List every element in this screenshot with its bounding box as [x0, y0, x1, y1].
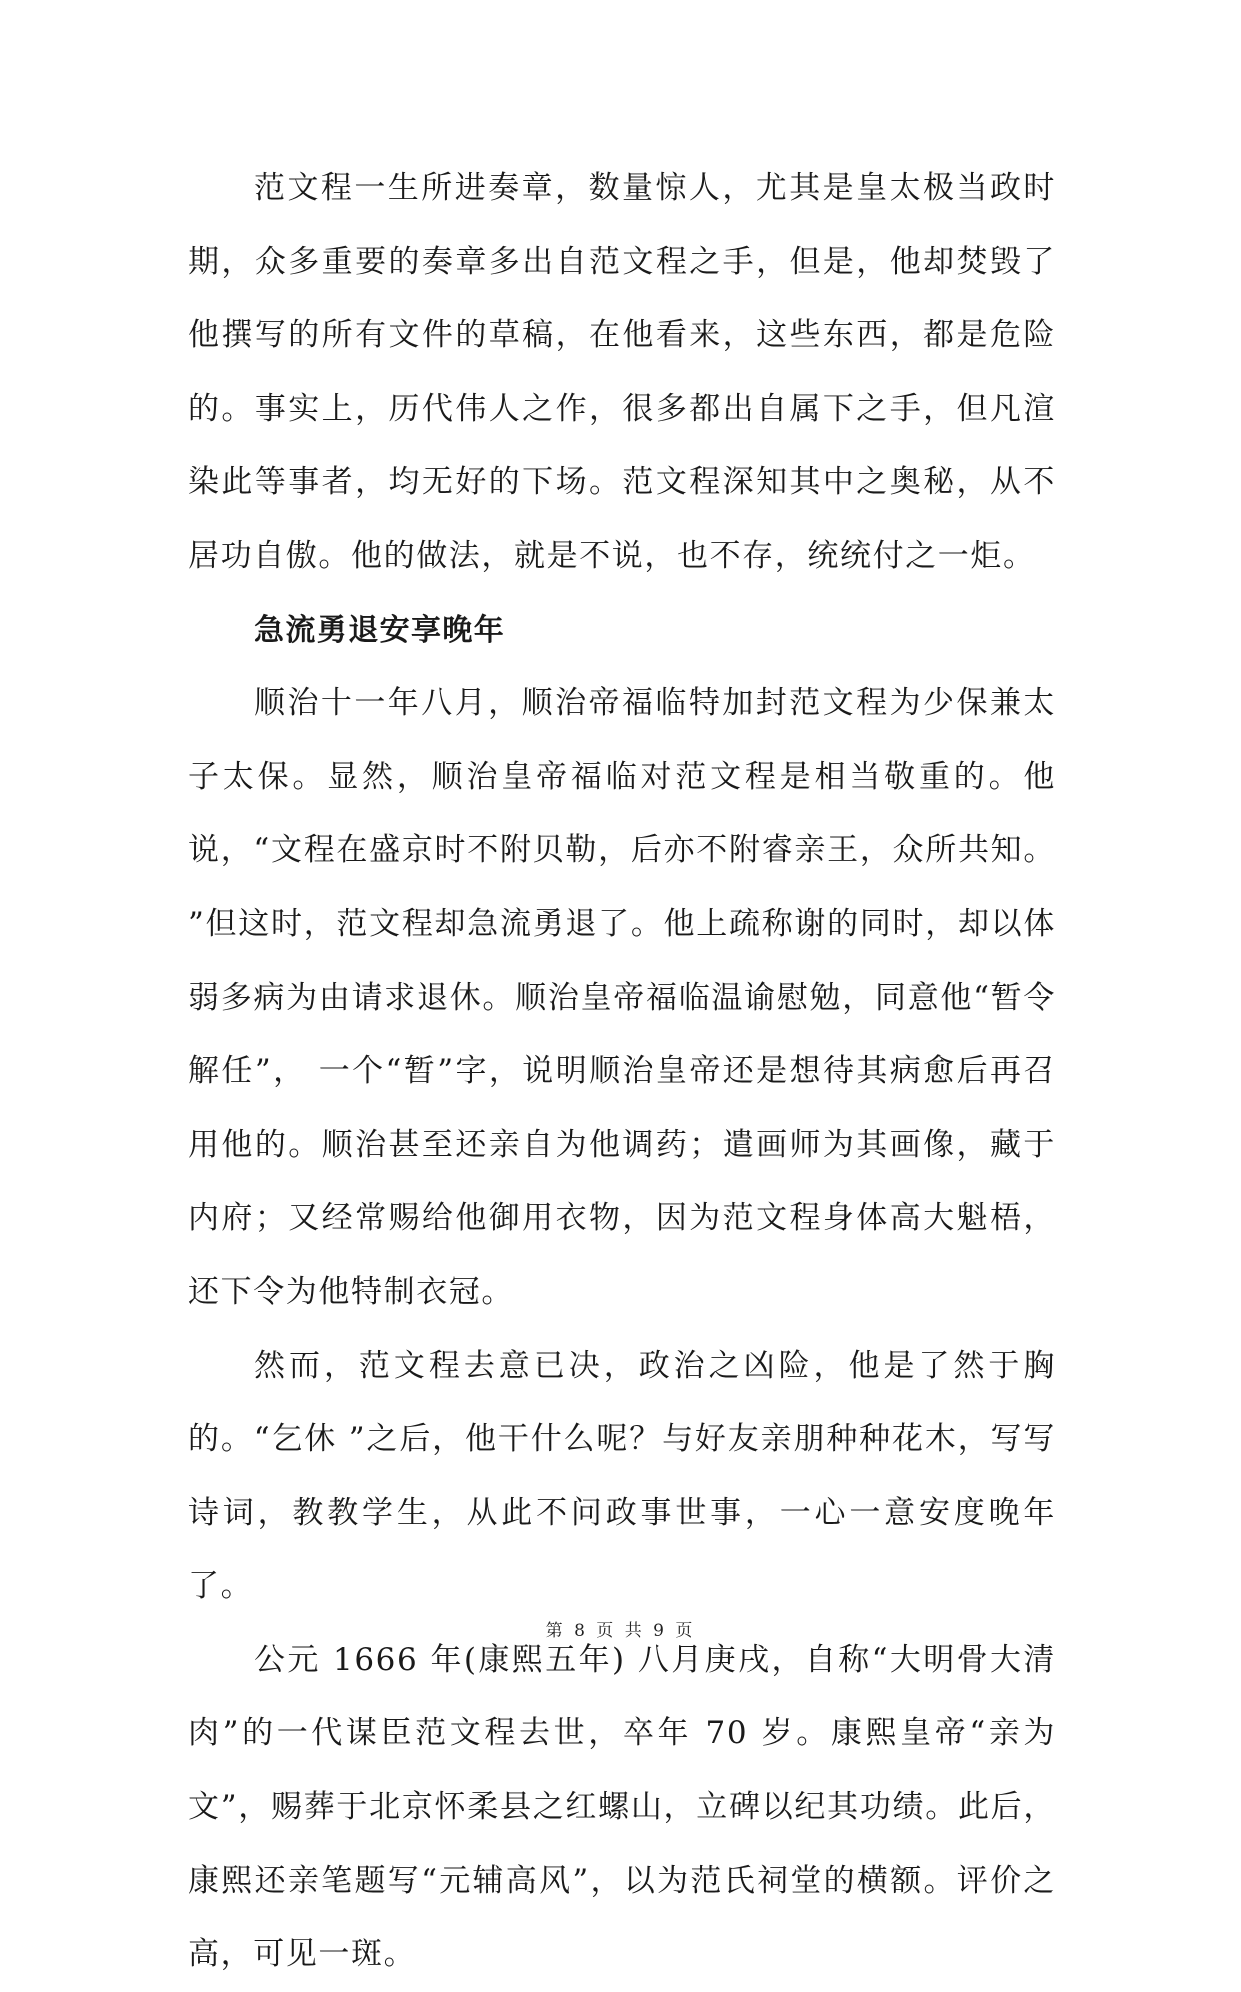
- page-footer: 第 8 页 共 9 页: [545, 1621, 696, 1641]
- paragraph-1: 范文程一生所进奏章，数量惊人，尤其是皇太极当政时期，众多重要的奏章多出自范文程之手，但是，他却焚毁了他撰写的所有文件的草稿，在他看来，这些东西，都是危险的。事实上，历代伟人之作，很多都出自属下之手，但凡渲染此等事者，均无好的下场。范文程深知其中之奥秘，从不居功自傲。他的做法，就是不说，也不存，统统付之一炬。: [188, 170, 1056, 574]
- paragraph-3: 然而，范文程去意已决，政治之凶险，他是了然于胸的。“乞休 ”之后，他干什么呢？与好友亲朋种种花木，写写诗词，教教学生，从此不问政事世事，一心一意安度晚年了。: [188, 1347, 1056, 1605]
- document-body: [188, 152, 1056, 1992]
- paragraph-4: 公元 1666 年(康熙五年) 八月庚戌，自称“大明骨大清肉”的一代谋臣范文程去世，卒年 70 岁。康熙皇帝“亲为文”，赐葬于北京怀柔县之红螺山，立碑以纪其功绩。此后，康熙还亲笔题写“元辅高风”，以为范氏祠堂的横额。评价之高，可见一斑。: [188, 1641, 1056, 1973]
- section-heading: 急流勇退安享晚年: [254, 612, 506, 648]
- paragraph-2: 顺治十一年八月，顺治帝福临特加封范文程为少保兼太子太保。显然，顺治皇帝福临对范文程是相当敬重的。他说，“文程在盛京时不附贝勒，后亦不附睿亲王，众所共知。 ”但这时，范文程却急流勇退了。他上疏称谢的同时，却以体弱多病为由请求退休。顺治皇帝福临温谕慰勉，同意他“暂令解任”， 一个“暂”字，说明顺治皇帝还是想待其病愈后再召用他的。顺治甚至还亲自为他调药；遣画师为其画像，藏于内府；又经常赐给他御用衣物，因为范文程身体高大魁梧，还下令为他特制衣冠。: [188, 685, 1056, 1310]
